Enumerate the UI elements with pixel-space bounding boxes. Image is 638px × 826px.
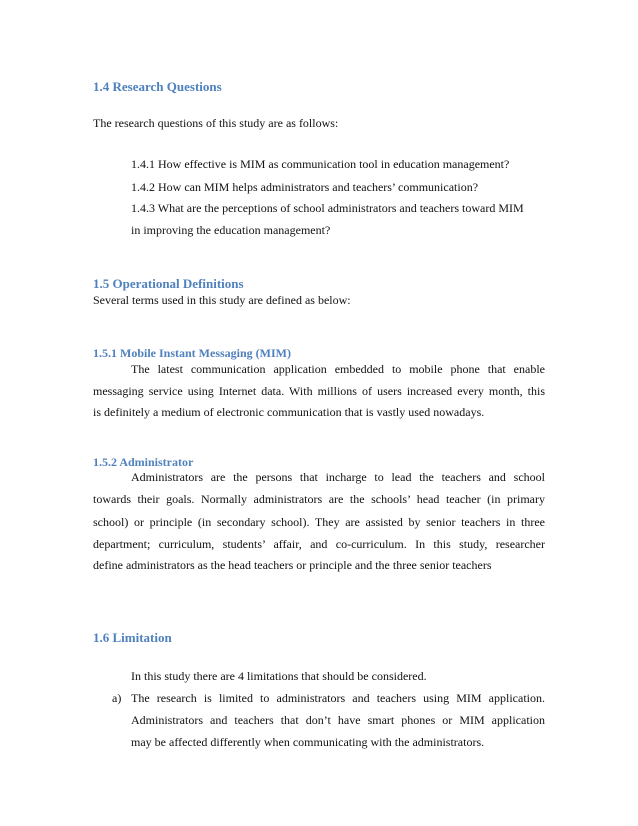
subsection-heading-mim: 1.5.1 Mobile Instant Messaging (MIM)	[93, 346, 291, 360]
research-questions-intro: The research questions of this study are as follows:	[93, 116, 339, 130]
research-question-3-continued: in improving the education management?	[131, 223, 331, 237]
section-heading-research-questions: 1.4 Research Questions	[93, 79, 222, 94]
limitation-item-line-3: may be affected differently when communicating with the administrators.	[131, 735, 485, 749]
administrator-definition-line-2: towards their goals. Normally administrators are the schools’ head teacher (in primary	[93, 492, 545, 506]
research-question-3: 1.4.3 What are the perceptions of school administrators and teachers toward MIM	[131, 201, 524, 215]
mim-definition-line-3: is definitely a medium of electronic communication that is vastly used nowadays.	[93, 405, 485, 419]
section-heading-operational-definitions: 1.5 Operational Definitions	[93, 276, 244, 291]
administrator-definition-line-1: Administrators are the persons that incharge to lead the teachers and school	[131, 470, 545, 484]
administrator-definition-line-4: department; curriculum, students’ affair, and co-curriculum. In this study, researcher	[93, 537, 545, 551]
research-question-1: 1.4.1 How effective is MIM as communication tool in education management?	[131, 157, 510, 171]
limitation-item-line-1: The research is limited to administrators and teachers using MIM application.	[131, 691, 545, 705]
limitation-item-marker: a)	[112, 691, 122, 705]
administrator-definition-line-3: school) or principle (in secondary school). They are assisted by senior teachers in three	[93, 515, 545, 529]
operational-definitions-intro: Several terms used in this study are defined as below:	[93, 293, 351, 307]
administrator-definition-line-5: define administrators as the head teachers or principle and the three senior teachers	[93, 558, 492, 572]
limitation-intro: In this study there are 4 limitations that should be considered.	[131, 669, 427, 683]
research-question-2: 1.4.2 How can MIM helps administrators and teachers’ communication?	[131, 180, 479, 194]
section-heading-limitation: 1.6 Limitation	[93, 630, 172, 645]
mim-definition-line-2: messaging service using Internet data. With millions of users increased every month, this	[93, 384, 545, 398]
limitation-item-line-2: Administrators and teachers that don’t have smart phones or MIM application	[131, 713, 545, 727]
mim-definition-line-1: The latest communication application embedded to mobile phone that enable	[131, 362, 545, 376]
subsection-heading-administrator: 1.5.2 Administrator	[93, 455, 194, 469]
